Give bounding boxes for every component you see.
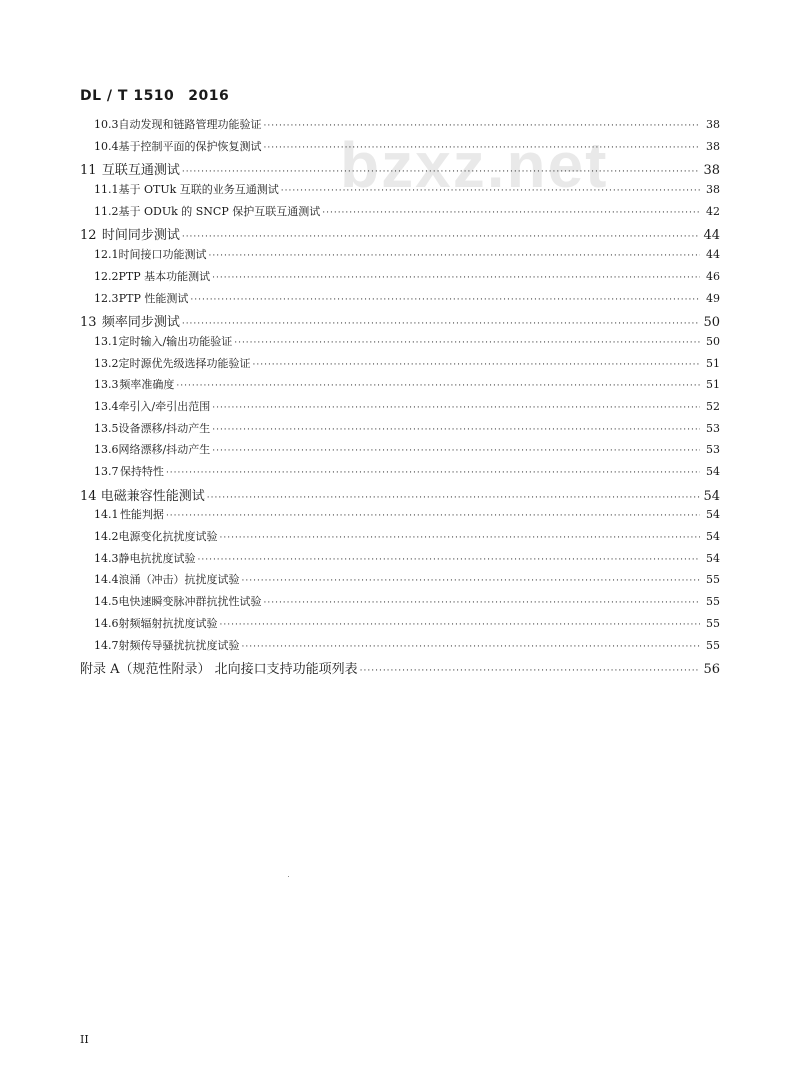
toc-entry-number: 13.2 — [94, 356, 119, 370]
toc-entry-title: 保持特性 — [119, 465, 164, 478]
toc-entry-number: 13 — [80, 315, 97, 331]
dot-leader — [182, 319, 700, 329]
toc-entry-number: 14 — [80, 488, 97, 504]
toc-entry-page: 54 — [706, 465, 720, 478]
toc-entry-page: 49 — [706, 291, 720, 305]
toc-chapter-entry[interactable] — [80, 658, 720, 680]
toc-entry-page: 38 — [706, 139, 720, 153]
toc-entry-number: 14.6 — [94, 616, 119, 630]
dot-leader — [234, 338, 700, 348]
toc-entry-page: 50 — [703, 315, 720, 331]
toc-chapter-entry[interactable] — [80, 159, 720, 181]
toc-entry-page: 54 — [703, 488, 720, 504]
toc-section-entry[interactable] — [80, 571, 720, 593]
toc-entry-title: 射频辐射抗扰度试验 — [118, 616, 218, 630]
toc-entry-number: 10.3 — [94, 118, 119, 131]
toc-chapter-entry[interactable] — [80, 311, 720, 333]
toc-entry-number: 10.4 — [94, 139, 119, 153]
dot-leader — [182, 167, 700, 177]
toc-entry-title: 基于 OTUk 互联的业务互通测试 — [118, 183, 279, 197]
toc-section-entry[interactable] — [80, 637, 720, 659]
toc-entry-title: 自动发现和链路管理功能验证 — [118, 118, 262, 131]
toc-section-entry[interactable] — [80, 506, 720, 528]
dot-leader — [264, 598, 701, 608]
toc-entry-title: 定时输入/输出功能验证 — [118, 334, 233, 348]
toc-entry-page: 38 — [703, 163, 720, 179]
toc-entry-title: 频率准确度 — [119, 378, 175, 392]
standard-code: DL / T 1510 — [80, 88, 175, 104]
toc-entry-title: 定时源优先级选择功能验证 — [118, 356, 251, 370]
toc-entry-page: 55 — [706, 616, 720, 630]
standard-year: 2016 — [188, 88, 230, 104]
toc-entry-number: 12 — [80, 228, 97, 244]
toc-section-entry[interactable] — [80, 441, 720, 463]
toc-entry-number: 13.7 — [94, 465, 119, 478]
toc-entry-title: 浪涌（冲击）抗扰度试验 — [118, 573, 240, 587]
toc-entry-title: 附录 A（规范性附录） 北向接口支持功能项列表 — [80, 662, 358, 678]
toc-entry-title: 电快速瞬变脉冲群抗扰性试验 — [118, 595, 262, 609]
dot-leader — [242, 576, 701, 586]
toc-chapter-entry[interactable] — [80, 224, 720, 246]
toc-entry-page: 51 — [706, 356, 720, 370]
toc-entry-page: 46 — [706, 269, 720, 283]
toc-entry-title: 时间接口功能测试 — [118, 248, 207, 262]
dot-leader — [176, 381, 700, 391]
dot-leader — [322, 208, 700, 218]
toc-entry-page: 56 — [703, 662, 720, 678]
toc-entry-title: 电源变化抗扰度试验 — [118, 530, 218, 544]
toc-entry-page: 38 — [706, 183, 720, 197]
toc-section-entry[interactable] — [80, 398, 720, 420]
toc-entry-number: 11.1 — [94, 183, 119, 197]
dot-leader — [166, 468, 700, 478]
toc-entry-title: 基于控制平面的保护恢复测试 — [118, 139, 262, 153]
toc-section-entry[interactable] — [80, 181, 720, 203]
dot-leader — [212, 425, 700, 435]
toc-entry-title: 设备漂移/抖动产生 — [118, 421, 211, 435]
toc-section-entry[interactable] — [80, 615, 720, 637]
dot-leader — [220, 620, 701, 630]
table-of-contents — [80, 116, 720, 680]
dot-leader — [209, 251, 701, 261]
toc-entry-number: 13.5 — [94, 421, 119, 435]
toc-entry-title: PTP 基本功能测试 — [118, 269, 211, 283]
toc-entry-number: 11 — [80, 163, 97, 179]
toc-entry-title: 互联互通测试 — [101, 163, 180, 179]
toc-chapter-entry[interactable] — [80, 485, 720, 507]
dot-leader — [253, 360, 701, 370]
toc-entry-number: 14.4 — [94, 573, 119, 587]
document-header — [80, 88, 229, 104]
toc-entry-title: 射频传导骚扰抗扰度试验 — [118, 638, 240, 652]
toc-entry-page: 54 — [706, 551, 720, 565]
toc-entry-page: 50 — [706, 334, 720, 348]
dot-leader — [212, 403, 700, 413]
toc-entry-number: 14.1 — [94, 508, 119, 522]
toc-section-entry[interactable] — [80, 290, 720, 312]
toc-section-entry[interactable] — [80, 138, 720, 160]
toc-entry-number: 14.5 — [94, 595, 119, 609]
dot-leader — [166, 511, 700, 521]
dot-leader — [207, 493, 700, 503]
toc-entry-title: 网络漂移/抖动产生 — [118, 443, 211, 457]
dot-leader — [212, 446, 700, 456]
toc-entry-title: 电磁兼容性能测试 — [100, 488, 205, 504]
toc-section-entry[interactable] — [80, 355, 720, 377]
page-number-footer: II — [80, 1033, 89, 1046]
dot-leader — [360, 666, 700, 676]
toc-entry-number: 12.1 — [94, 248, 119, 262]
dot-leader — [190, 295, 700, 305]
dot-leader — [264, 121, 701, 131]
toc-entry-title: 性能判据 — [119, 508, 164, 522]
toc-entry-title: 时间同步测试 — [101, 228, 180, 244]
toc-section-entry[interactable] — [80, 333, 720, 355]
toc-section-entry[interactable] — [80, 528, 720, 550]
toc-entry-number: 13.1 — [94, 334, 119, 348]
toc-entry-page: 54 — [706, 530, 720, 544]
dot-leader — [198, 555, 701, 565]
toc-entry-page: 55 — [706, 573, 720, 587]
toc-entry-number: 14.3 — [94, 551, 119, 565]
dot-leader — [242, 642, 701, 652]
dot-leader — [264, 143, 701, 153]
toc-entry-page: 54 — [706, 508, 720, 522]
toc-entry-number: 12.3 — [94, 291, 119, 305]
toc-entry-page: 55 — [706, 638, 720, 652]
toc-entry-page: 44 — [703, 228, 720, 244]
dot-leader — [212, 273, 700, 283]
toc-entry-page: 52 — [706, 399, 720, 413]
toc-entry-number: 13.3 — [94, 378, 119, 392]
toc-entry-page: 44 — [706, 248, 720, 262]
toc-entry-number: 12.2 — [94, 269, 119, 283]
toc-section-entry[interactable] — [80, 420, 720, 442]
toc-section-entry[interactable] — [80, 550, 720, 572]
toc-entry-page: 53 — [706, 421, 720, 435]
toc-entry-page: 51 — [706, 378, 720, 392]
toc-section-entry[interactable] — [80, 593, 720, 615]
dot-leader — [281, 186, 700, 196]
dot-leader — [182, 232, 700, 242]
toc-section-entry[interactable] — [80, 463, 720, 485]
toc-entry-title: 基于 ODUk 的 SNCP 保护互联互通测试 — [118, 204, 321, 218]
toc-entry-title: PTP 性能测试 — [118, 291, 189, 305]
toc-entry-title: 频率同步测试 — [101, 315, 180, 331]
toc-entry-number: 11.2 — [94, 204, 119, 218]
toc-entry-title: 牵引入/牵引出范围 — [118, 399, 211, 413]
toc-entry-number: 14.2 — [94, 530, 119, 544]
toc-section-entry[interactable] — [80, 376, 720, 398]
toc-section-entry[interactable] — [80, 116, 720, 138]
toc-entry-page: 38 — [706, 118, 720, 131]
dot-leader — [220, 533, 701, 543]
toc-entry-page: 53 — [706, 443, 720, 457]
toc-entry-number: 14.7 — [94, 638, 119, 652]
toc-section-entry[interactable] — [80, 203, 720, 225]
speck — [288, 876, 289, 877]
toc-entry-page: 42 — [706, 204, 720, 218]
toc-entry-title: 静电抗扰度试验 — [118, 551, 196, 565]
toc-entry-number: 13.4 — [94, 399, 119, 413]
toc-section-entry[interactable] — [80, 246, 720, 268]
toc-entry-page: 55 — [706, 595, 720, 609]
watermark: bzxz.net — [340, 129, 609, 201]
toc-section-entry[interactable] — [80, 268, 720, 290]
toc-entry-number: 13.6 — [94, 443, 119, 457]
